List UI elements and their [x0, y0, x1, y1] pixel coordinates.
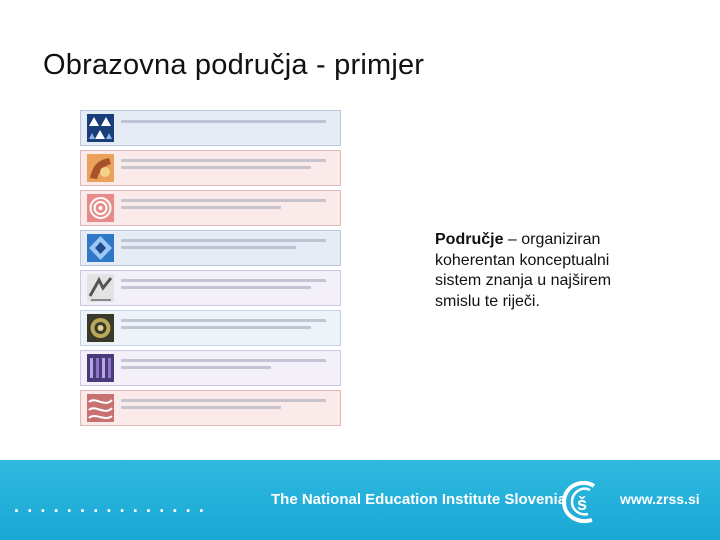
institute-name: The National Education Institute Slovenia	[271, 491, 567, 508]
definition-text	[435, 230, 655, 312]
card-text-line	[121, 159, 326, 162]
learning-area-card	[80, 270, 341, 306]
learning-area-card	[80, 110, 341, 146]
technology-pattern-icon	[87, 394, 114, 422]
zrss-logo-icon	[560, 480, 604, 524]
learning-area-card	[80, 390, 341, 426]
card-text-line	[121, 406, 281, 409]
card-text-line	[121, 199, 326, 202]
card-text-line	[121, 120, 326, 123]
card-text-line	[121, 206, 281, 209]
art-pattern-icon	[87, 154, 114, 182]
card-text-line	[121, 359, 326, 362]
learning-area-card	[80, 150, 341, 186]
card-text-line	[121, 166, 311, 169]
card-text-line	[121, 286, 311, 289]
science-pattern-icon	[87, 314, 114, 342]
learning-area-card	[80, 350, 341, 386]
svg-text:š: š	[577, 494, 588, 514]
card-text-line	[121, 326, 311, 329]
card-text-line	[121, 366, 271, 369]
card-text-line	[121, 319, 326, 322]
learning-area-card	[80, 310, 341, 346]
diamond-pattern-icon	[87, 234, 114, 262]
spiral-pattern-icon	[87, 194, 114, 222]
card-text-line	[121, 399, 326, 402]
card-text-line	[121, 279, 326, 282]
card-text-line	[121, 246, 296, 249]
learning-areas-list	[80, 110, 341, 428]
footer-dots: ...............	[14, 496, 213, 516]
triangle-pattern-icon	[87, 114, 114, 142]
definition-term: Područje	[435, 231, 504, 248]
card-text-line	[121, 239, 326, 242]
website-url[interactable]: www.zrss.si	[620, 491, 700, 507]
learning-area-card	[80, 230, 341, 266]
definition-body: – organiziran koherentan konceptualni sistem znanja u najširem smislu te riječi.	[435, 231, 612, 310]
slide-title: Obrazovna područja - primjer	[43, 49, 425, 81]
social-pattern-icon	[87, 354, 114, 382]
learning-area-card	[80, 190, 341, 226]
maths-pattern-icon	[87, 274, 114, 302]
